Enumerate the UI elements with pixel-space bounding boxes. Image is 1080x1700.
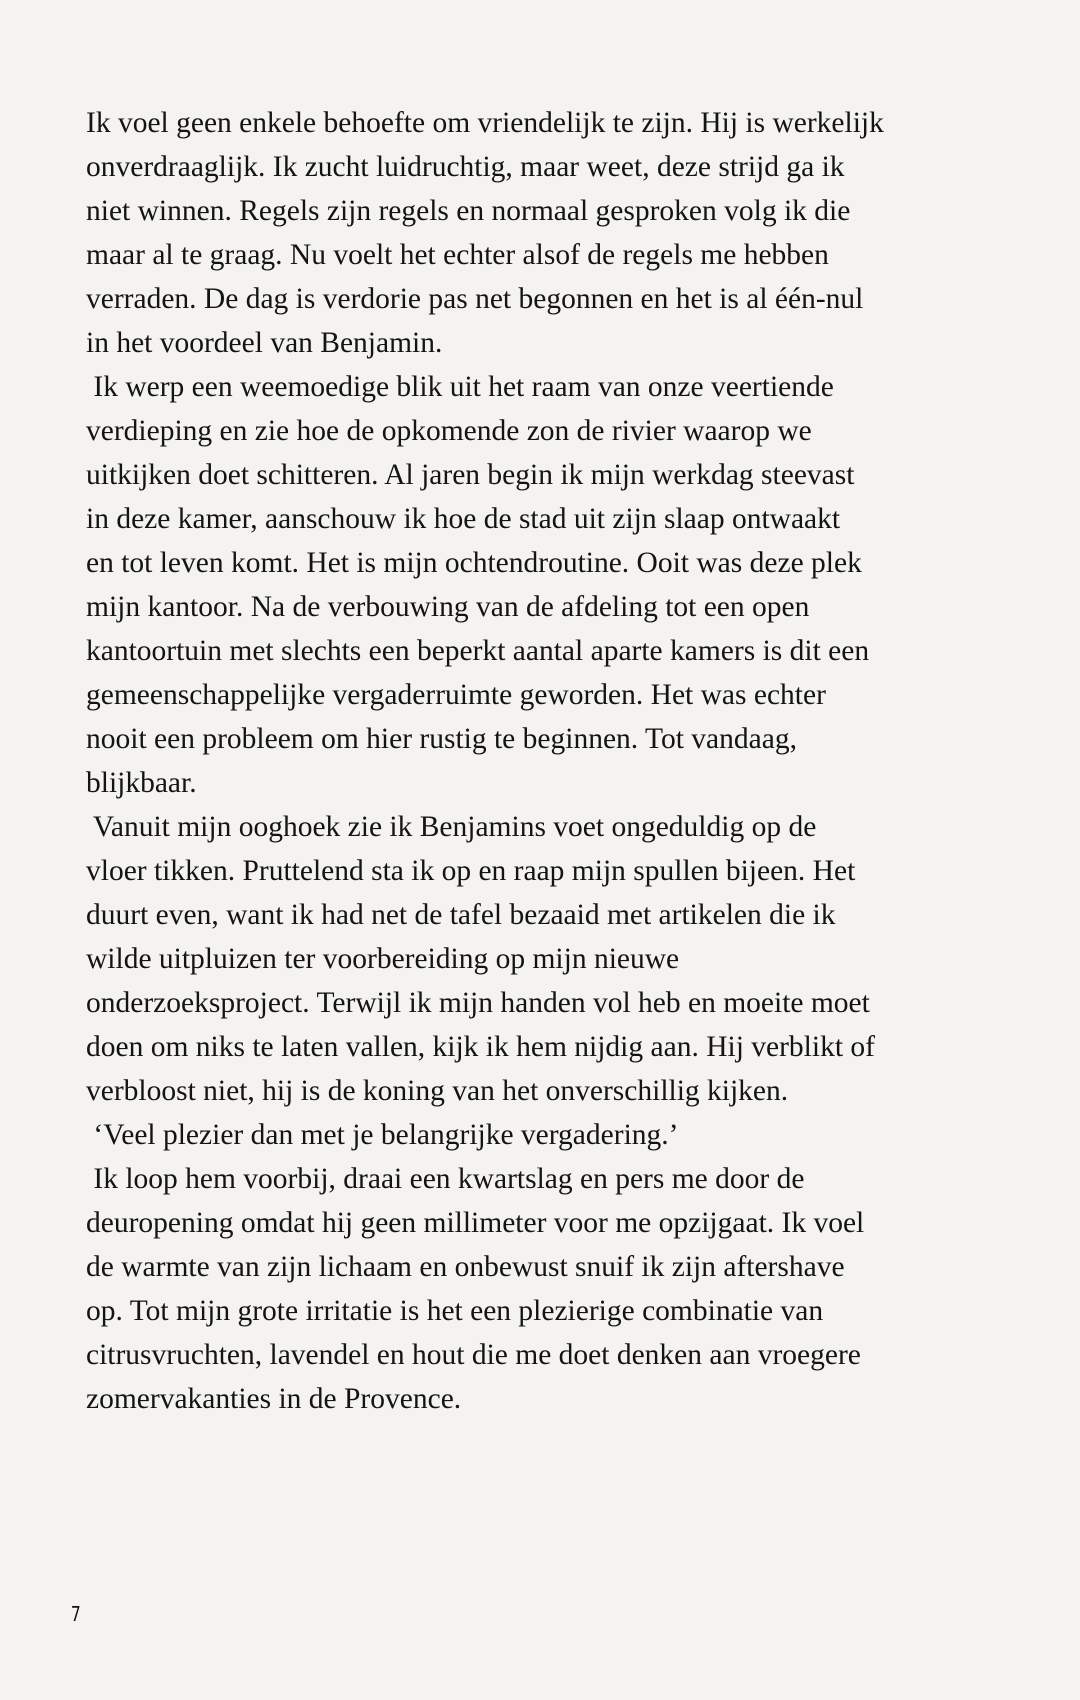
text-line: in het voordeel van Benjamin. (86, 327, 443, 359)
text-line: niet winnen. Regels zijn regels en normaal gesproken volg ik die (86, 195, 851, 227)
text-line: duurt even, want ik had net de tafel bezaaid met artikelen die ik (86, 899, 836, 931)
text-line: wilde uitpluizen ter voorbereiding op mijn nieuwe (86, 943, 680, 975)
text-line: verraden. De dag is verdorie pas net begonnen en het is al één-nul (86, 283, 864, 315)
text-line: zomervakanties in de Provence. (86, 1383, 462, 1415)
text-line: nooit een probleem om hier rustig te beginnen. Tot vandaag, (86, 723, 797, 755)
text-line: onderzoeksproject. Terwijl ik mijn handen vol heb en moeite moet (86, 987, 870, 1019)
text-line: onverdraaglijk. Ik zucht luidruchtig, maar weet, deze strijd ga ik (86, 151, 845, 183)
text-line: uitkijken doet schitteren. Al jaren begin ik mijn werkdag steevast (86, 459, 855, 491)
text-line: in deze kamer, aanschouw ik hoe de stad uit zijn slaap ontwaakt (86, 503, 841, 535)
text-line: verdieping en zie hoe de opkomende zon de rivier waarop we (86, 415, 812, 447)
body-text (86, 101, 884, 1421)
text-line: en tot leven komt. Het is mijn ochtendroutine. Ooit was deze plek (86, 547, 862, 579)
text-line: mijn kantoor. Na de verbouwing van de afdeling tot een open (86, 591, 810, 623)
text-line: ‘Veel plezier dan met je belangrijke vergadering.’ (86, 1119, 679, 1151)
page-number: 7 (71, 1602, 81, 1626)
text-line: Ik voel geen enkele behoefte om vriendelijk te zijn. Hij is werkelijk (86, 107, 884, 139)
text-line: blijkbaar. (86, 767, 197, 799)
text-line: verbloost niet, hij is de koning van het onverschillig kijken. (86, 1075, 789, 1107)
text-line: Ik werp een weemoedige blik uit het raam van onze veertiende (86, 371, 834, 403)
text-line: op. Tot mijn grote irritatie is het een plezierige combinatie van (86, 1295, 824, 1327)
text-line: Vanuit mijn ooghoek zie ik Benjamins voet ongeduldig op de (86, 811, 817, 843)
text-line: vloer tikken. Pruttelend sta ik op en raap mijn spullen bijeen. Het (86, 855, 856, 887)
text-line: gemeenschappelijke vergaderruimte geworden. Het was echter (86, 679, 826, 711)
text-line: doen om niks te laten vallen, kijk ik hem nijdig aan. Hij verblikt of (86, 1031, 875, 1063)
text-line: deuropening omdat hij geen millimeter voor me opzijgaat. Ik voel (86, 1207, 865, 1239)
text-line: citrusvruchten, lavendel en hout die me doet denken aan vroegere (86, 1339, 861, 1371)
text-line: kantoortuin met slechts een beperkt aantal aparte kamers is dit een (86, 635, 870, 667)
text-line: Ik loop hem voorbij, draai een kwartslag en pers me door de (86, 1163, 805, 1195)
text-line: maar al te graag. Nu voelt het echter alsof de regels me hebben (86, 239, 829, 271)
text-line: de warmte van zijn lichaam en onbewust snuif ik zijn aftershave (86, 1251, 845, 1283)
